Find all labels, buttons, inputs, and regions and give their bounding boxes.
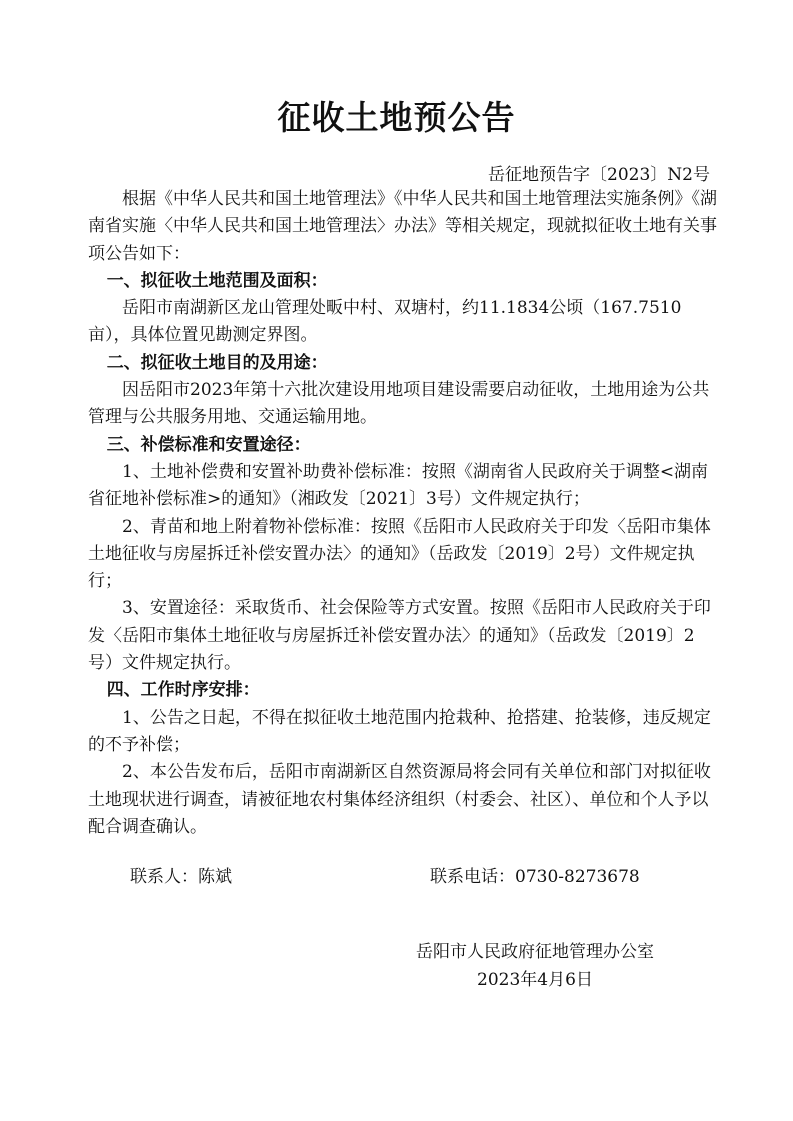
section-4-paragraph-2: 2、本公告发布后，岳阳市南湖新区自然资源局将会同有关单位和部门对拟征收土地现状进行调查，请被征地农村集体经济组织（村委会、社区）、单位和个人予以配合调查确认。 (88, 762, 711, 837)
section-2-paragraph-1: 因岳阳市2023年第十六批次建设用地项目建设需要启动征收，土地用途为公共管理与公共服务用地、交通运输用地。 (88, 380, 710, 428)
issuer-name: 岳阳市人民政府征地管理办公室 (416, 942, 654, 962)
page-title: 征收土地预公告 (277, 98, 516, 137)
section-3-paragraph-2: 2、青苗和地上附着物补偿标准：按照《岳阳市人民政府关于印发〈岳阳市集体土地征收与房屋拆迁补偿安置办法〉的通知》（岳政发〔2019〕2号）文件规定执行； (88, 516, 711, 592)
section-heading-2: 二、拟征收土地目的及用途： (106, 352, 328, 373)
document-number: 岳征地预告字〔2023〕N2号 (488, 165, 710, 185)
section-heading-4: 四、工作时序安排： (106, 680, 260, 701)
section-heading-1: 一、拟征收土地范围及面积： (106, 270, 328, 291)
contact-phone: 联系电话：0730-8273678 (430, 867, 640, 887)
section-heading-3: 三、补偿标准和安置途径： (106, 434, 311, 455)
section-3-paragraph-3: 3、安置途径：采取货币、社会保险等方式安置。按照《岳阳市人民政府关于印发〈岳阳市集体土地征收与房屋拆迁补偿安置办法〉的通知》（岳政发〔2019〕2号）文件规定执行。 (88, 598, 711, 674)
signature-block (380, 938, 690, 994)
contact-person: 联系人：陈斌 (130, 867, 232, 887)
issue-date: 2023年4月6日 (477, 970, 593, 990)
section-4-paragraph-1: 1、公告之日起，不得在拟征收土地范围内抢栽种、抢搭建、抢装修，违反规定的不予补偿； (88, 707, 711, 755)
section-3-paragraph-1: 1、土地补偿费和安置补助费补偿标准：按照《湖南省人民政府关于调整<湖南省征地补偿标准>的通知》（湘政发〔2021〕3号）文件规定执行； (88, 461, 709, 510)
intro-paragraph: 根据《中华人民共和国土地管理法》《中华人民共和国土地管理法实施条例》《湖南省实施〈中华人民共和国土地管理法〉办法》等相关规定，现就拟征收土地有关事项公告如下： (88, 189, 717, 264)
document-body (88, 186, 720, 841)
contact-line (130, 862, 690, 887)
section-1-paragraph-1: 岳阳市南湖新区龙山管理处畈中村、双塘村，约11.1834公顷（167.7510亩），具体位置见勘测定界图。 (88, 298, 682, 346)
